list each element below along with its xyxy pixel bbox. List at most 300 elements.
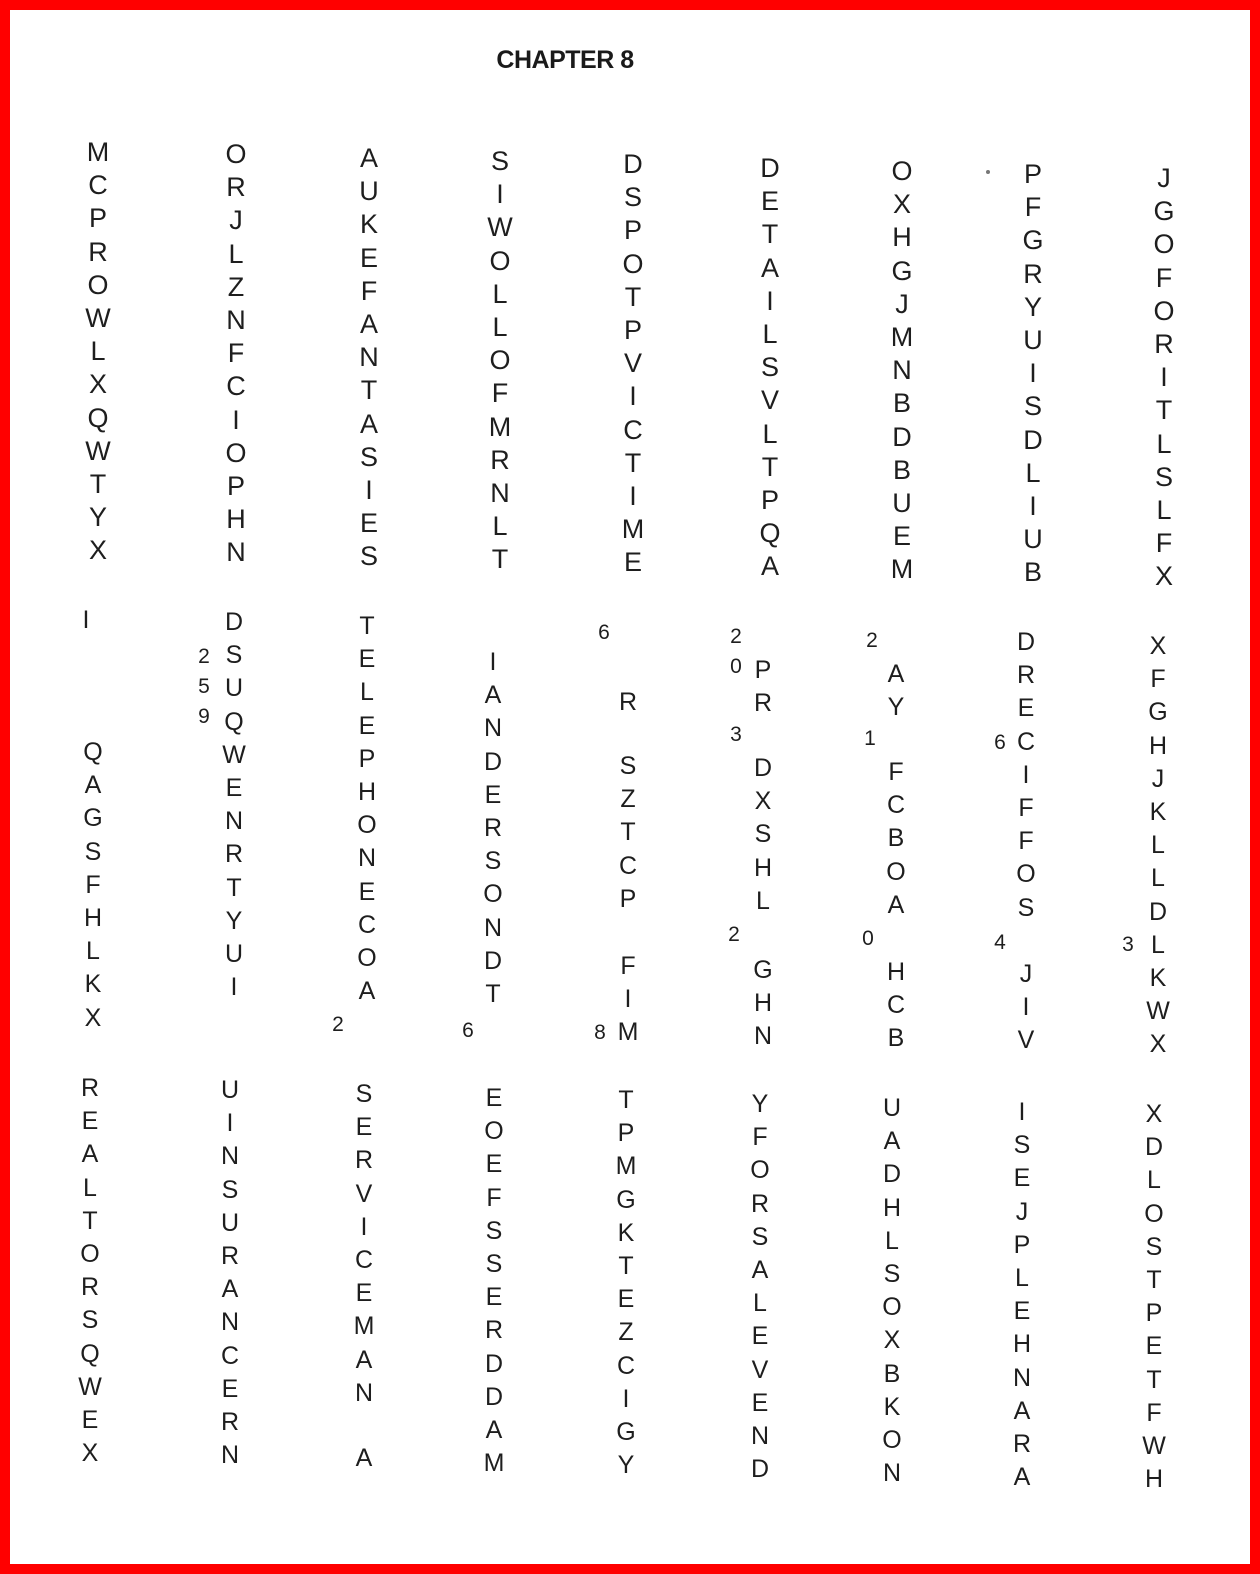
- letter: G: [1153, 196, 1175, 227]
- letter: O: [483, 880, 503, 909]
- letter: E: [225, 773, 243, 802]
- number-label: 6: [994, 731, 1006, 754]
- letter: D: [760, 153, 780, 183]
- letter: H: [83, 903, 103, 932]
- letter: I: [766, 285, 774, 316]
- letter: L: [86, 937, 100, 966]
- letter: G: [891, 255, 913, 286]
- letter: E: [358, 877, 376, 906]
- letter: J: [1151, 764, 1165, 793]
- letter: J: [1019, 960, 1033, 988]
- letter-column: [78, 136, 118, 567]
- letter: I: [1029, 358, 1037, 389]
- letter: M: [621, 514, 645, 545]
- letter: B: [883, 1359, 901, 1388]
- letter: S: [1017, 893, 1035, 922]
- letter: R: [220, 1407, 240, 1436]
- letter: C: [1016, 727, 1036, 756]
- letter: A: [883, 1127, 901, 1156]
- letter: L: [885, 1226, 899, 1255]
- letter: Y: [751, 1090, 769, 1118]
- letter: C: [623, 414, 643, 445]
- letter: S: [81, 1306, 99, 1335]
- letter: Y: [887, 693, 905, 722]
- letter: D: [882, 1160, 902, 1189]
- letter: D: [483, 747, 503, 776]
- letter: S: [883, 1259, 901, 1288]
- letter: Q: [87, 402, 109, 433]
- letter: I: [365, 474, 373, 505]
- letter-column: [1002, 1096, 1042, 1494]
- letter: I: [1029, 490, 1037, 521]
- letter: T: [89, 468, 107, 499]
- page-title: CHAPTER 8: [496, 46, 634, 74]
- letter: W: [85, 302, 111, 333]
- letter: R: [1023, 258, 1043, 289]
- letter: D: [1023, 424, 1043, 455]
- letter: L: [1151, 864, 1165, 893]
- letter: G: [1148, 698, 1168, 727]
- letter: Q: [80, 1339, 100, 1368]
- letter: U: [892, 487, 912, 518]
- letter-column: [349, 142, 389, 573]
- letter: S: [760, 352, 779, 383]
- letter: G: [753, 956, 773, 984]
- letter: S: [751, 1222, 769, 1251]
- letter: T: [1146, 1265, 1162, 1294]
- letter: C: [886, 991, 906, 1020]
- letter: W: [78, 1372, 102, 1401]
- letter: X: [1145, 1100, 1163, 1128]
- letter: N: [359, 342, 379, 373]
- letter: R: [1012, 1429, 1032, 1458]
- letter: R: [483, 813, 503, 842]
- letter: O: [357, 943, 377, 972]
- letter: E: [485, 1084, 503, 1112]
- letter: S: [355, 1080, 373, 1108]
- letter: E: [81, 1107, 99, 1136]
- letter: I: [230, 973, 238, 1002]
- letter: O: [1153, 295, 1175, 326]
- letter: D: [750, 1455, 770, 1484]
- letter: F: [620, 952, 636, 980]
- letter: L: [1156, 494, 1172, 525]
- letter: W: [222, 740, 246, 769]
- number-label: 4: [994, 931, 1006, 954]
- letter: O: [225, 139, 247, 169]
- letter: L: [492, 511, 508, 542]
- letter: Z: [618, 1318, 634, 1347]
- letter: O: [489, 245, 511, 276]
- letter: E: [1013, 1297, 1031, 1326]
- letter: C: [616, 1351, 636, 1380]
- letter: H: [882, 1193, 902, 1222]
- letter: D: [1016, 628, 1036, 656]
- letter: F: [752, 1123, 768, 1152]
- letter: R: [354, 1146, 374, 1175]
- letter-column: [66, 604, 106, 637]
- number-label: 8: [594, 1021, 606, 1044]
- number-label: 1: [864, 727, 876, 750]
- number-label: 3: [730, 723, 742, 746]
- letter: F: [1155, 528, 1173, 559]
- letter: O: [489, 345, 511, 376]
- letter: A: [359, 143, 378, 173]
- letter-column: [1138, 630, 1178, 1061]
- letter: S: [623, 182, 642, 213]
- letter-column: [480, 145, 520, 576]
- letter: D: [1144, 1133, 1164, 1162]
- letter: A: [355, 1444, 373, 1472]
- letter: R: [88, 236, 108, 267]
- letter-column: [1006, 958, 1046, 1058]
- letter: S: [359, 541, 378, 572]
- letter: W: [487, 212, 513, 243]
- number-digit: 5: [198, 675, 210, 698]
- letter: S: [359, 441, 378, 472]
- letter: P: [1023, 159, 1042, 189]
- letter: A: [887, 890, 905, 919]
- letter: P: [226, 470, 245, 501]
- letter: O: [484, 1117, 504, 1146]
- letter-column: [743, 752, 783, 918]
- letter-column: [1013, 158, 1053, 589]
- letter: U: [359, 176, 379, 207]
- letter: S: [619, 752, 637, 780]
- letter: T: [491, 544, 509, 575]
- number-label: 3: [1122, 933, 1134, 956]
- letter: T: [761, 219, 779, 250]
- letter-column: [743, 654, 783, 720]
- letter: E: [81, 1405, 99, 1434]
- letter: O: [882, 1293, 902, 1322]
- letter: F: [888, 758, 904, 786]
- letter: Q: [83, 738, 103, 766]
- letter: I: [629, 381, 637, 412]
- letter: E: [760, 186, 779, 217]
- letter: P: [754, 656, 772, 684]
- letter: T: [624, 281, 642, 312]
- letter: L: [762, 418, 778, 449]
- letter: K: [617, 1218, 635, 1247]
- letter: P: [760, 484, 779, 515]
- letter: R: [750, 1189, 770, 1218]
- letter: E: [1013, 1164, 1031, 1193]
- letter: N: [882, 1459, 902, 1488]
- letter: P: [358, 744, 376, 773]
- letter: V: [1017, 1026, 1035, 1055]
- letter: E: [221, 1374, 239, 1403]
- letter: L: [1151, 930, 1165, 959]
- letter: B: [1023, 557, 1042, 588]
- letter: J: [895, 288, 909, 319]
- letter: I: [624, 985, 632, 1014]
- letter: F: [85, 870, 101, 899]
- letter: W: [1142, 1431, 1166, 1460]
- letter: R: [220, 1241, 240, 1270]
- letter: T: [359, 612, 375, 640]
- letter: H: [892, 222, 912, 253]
- letter: T: [1146, 1365, 1162, 1394]
- letter-column: [474, 1082, 514, 1480]
- letter-column: [344, 1442, 384, 1475]
- letter: C: [226, 371, 246, 402]
- letter: Q: [224, 707, 244, 736]
- letter: N: [224, 807, 244, 836]
- letter: Q: [759, 518, 781, 549]
- letter: I: [232, 404, 240, 435]
- number-label: 2: [866, 629, 878, 652]
- letter: S: [490, 146, 509, 176]
- letter: S: [484, 847, 502, 876]
- letter: H: [886, 958, 906, 986]
- letter-column: [606, 1084, 646, 1482]
- letter: O: [882, 1425, 902, 1454]
- speck: [986, 170, 990, 174]
- letter: E: [359, 508, 378, 539]
- letter: W: [85, 435, 111, 466]
- letter: V: [355, 1179, 373, 1208]
- letter: F: [491, 378, 509, 409]
- letter: D: [753, 754, 773, 782]
- letter: I: [1160, 362, 1168, 393]
- letter: A: [485, 1415, 503, 1444]
- letter: L: [83, 1173, 97, 1202]
- letter: R: [1154, 328, 1174, 359]
- letter-column: [347, 610, 387, 1008]
- letter: I: [1018, 1098, 1026, 1126]
- letter: K: [883, 1392, 901, 1421]
- letter: E: [358, 645, 376, 674]
- letter: P: [623, 215, 642, 246]
- letter: Y: [1023, 291, 1042, 322]
- letter: X: [88, 369, 107, 400]
- letter-column: [740, 1088, 780, 1486]
- letter-column: [608, 950, 648, 1050]
- letter: B: [892, 388, 911, 419]
- number-digit: 2: [730, 625, 742, 648]
- letter: I: [489, 648, 497, 676]
- letter: L: [1151, 831, 1165, 860]
- letter: U: [1023, 524, 1043, 555]
- letter: N: [1012, 1363, 1032, 1392]
- letter: H: [1148, 731, 1168, 760]
- letter: V: [751, 1355, 769, 1384]
- letter: T: [618, 1086, 634, 1114]
- letter: A: [359, 308, 378, 339]
- letter: R: [224, 840, 244, 869]
- letter: R: [484, 1316, 504, 1345]
- letter-column: [608, 750, 648, 916]
- letter-column: [1006, 626, 1046, 925]
- letter: D: [892, 421, 912, 452]
- letter-column: [613, 148, 653, 579]
- letter-column: [608, 686, 648, 719]
- letter: E: [485, 1150, 503, 1179]
- letter: F: [1024, 192, 1042, 223]
- letter-column: [882, 155, 922, 586]
- letter: O: [1144, 1199, 1164, 1228]
- letter: P: [617, 1119, 635, 1148]
- letter: L: [1025, 457, 1041, 488]
- letter: E: [359, 242, 378, 273]
- letter: O: [1153, 229, 1175, 260]
- letter: M: [353, 1312, 375, 1341]
- letter: M: [890, 321, 914, 352]
- letter: R: [490, 444, 510, 475]
- letter: D: [483, 946, 503, 975]
- letter: R: [226, 172, 246, 203]
- letter-column: [1144, 162, 1184, 593]
- letter: P: [619, 884, 637, 913]
- letter: D: [1148, 897, 1168, 926]
- letter: N: [490, 477, 510, 508]
- letter: O: [891, 156, 913, 186]
- letter: U: [1023, 324, 1043, 355]
- letter: L: [492, 311, 508, 342]
- letter: U: [220, 1076, 240, 1104]
- letter: O: [225, 437, 247, 468]
- letter: S: [1154, 461, 1173, 492]
- letter: L: [1156, 428, 1172, 459]
- letter: K: [84, 970, 102, 999]
- letter: Y: [225, 906, 243, 935]
- letter: X: [1149, 1030, 1167, 1059]
- letter: N: [753, 1022, 773, 1051]
- letter: A: [484, 681, 502, 710]
- letter: A: [81, 1140, 99, 1169]
- letter: S: [84, 837, 102, 866]
- letter: M: [483, 1449, 505, 1478]
- letter: P: [1013, 1230, 1031, 1259]
- letter: B: [887, 824, 905, 853]
- letter: A: [1013, 1396, 1031, 1425]
- number-label: 6: [462, 1019, 474, 1042]
- letter-column: [872, 1092, 912, 1490]
- letter-column: [344, 1078, 384, 1410]
- number-label: 0: [862, 927, 874, 950]
- letter: Z: [227, 271, 245, 302]
- letter: C: [618, 851, 638, 880]
- letter: O: [87, 269, 109, 300]
- letter: F: [1150, 665, 1166, 694]
- letter: L: [360, 678, 374, 707]
- letter: D: [484, 1349, 504, 1378]
- letter: H: [226, 504, 246, 535]
- letter: T: [485, 979, 501, 1008]
- letter: N: [357, 844, 377, 873]
- letter: N: [226, 537, 246, 568]
- letter: S: [1023, 391, 1042, 422]
- letter: S: [1145, 1232, 1163, 1261]
- letter-column: [750, 152, 790, 583]
- letter: V: [760, 385, 779, 416]
- letter: P: [88, 203, 107, 234]
- letter: X: [81, 1439, 99, 1468]
- letter: E: [1017, 694, 1035, 723]
- letter: E: [355, 1279, 373, 1308]
- letter: X: [754, 787, 772, 816]
- letter: J: [229, 205, 243, 236]
- letter: N: [892, 355, 912, 386]
- letter: X: [84, 1003, 102, 1032]
- letter: T: [82, 1206, 98, 1235]
- letter: A: [760, 252, 779, 283]
- letter: S: [754, 820, 772, 849]
- letter: E: [617, 1285, 635, 1314]
- letter: H: [753, 853, 773, 882]
- letter: R: [80, 1273, 100, 1302]
- letter: D: [224, 608, 244, 636]
- letter: M: [615, 1152, 637, 1181]
- letter: M: [890, 554, 914, 585]
- letter: K: [1149, 963, 1167, 992]
- letter: F: [227, 338, 245, 369]
- letter: H: [1012, 1330, 1032, 1359]
- letter: B: [887, 1024, 905, 1053]
- letter: K: [359, 209, 378, 240]
- letter-column: [1134, 1098, 1174, 1496]
- letter: P: [1145, 1299, 1163, 1328]
- letter: L: [1147, 1166, 1161, 1195]
- letter: C: [886, 791, 906, 820]
- number-label: 2: [728, 923, 740, 946]
- letter: A: [751, 1255, 769, 1284]
- letter: N: [226, 304, 246, 335]
- letter: H: [753, 989, 773, 1018]
- letter: A: [359, 408, 378, 439]
- letter: U: [882, 1094, 902, 1122]
- letter: S: [221, 1175, 239, 1204]
- letter: S: [225, 641, 243, 670]
- letter: X: [1154, 561, 1173, 592]
- letter: V: [623, 348, 642, 379]
- letter: S: [485, 1216, 503, 1245]
- letter: U: [220, 1208, 240, 1237]
- letter-column: [214, 606, 254, 1004]
- letter: F: [486, 1183, 502, 1212]
- letter: R: [80, 1074, 100, 1102]
- letter: Z: [620, 785, 636, 814]
- letter: H: [357, 777, 377, 806]
- number-label: 6: [598, 621, 610, 644]
- letter: I: [629, 480, 637, 511]
- number-column: [194, 642, 214, 732]
- letter: O: [1016, 860, 1036, 889]
- letter: I: [226, 1109, 234, 1138]
- letter: N: [220, 1441, 240, 1470]
- letter: F: [1018, 793, 1034, 822]
- letter: F: [1155, 262, 1173, 293]
- letter: A: [887, 660, 905, 688]
- number-digit: 2: [198, 645, 210, 668]
- letter: X: [1149, 632, 1167, 660]
- letter: C: [354, 1245, 374, 1274]
- letter-column: [876, 658, 916, 724]
- letter: P: [623, 314, 642, 345]
- letter: O: [357, 811, 377, 840]
- letter: J: [1157, 163, 1171, 193]
- letter: O: [886, 857, 906, 886]
- letter: O: [80, 1239, 100, 1268]
- letter: R: [753, 689, 773, 718]
- letter: T: [1155, 395, 1173, 426]
- letter: X: [883, 1326, 901, 1355]
- letter-column: [473, 646, 513, 1011]
- letter: T: [360, 375, 378, 406]
- letter: G: [616, 1417, 636, 1446]
- letter: O: [622, 248, 644, 279]
